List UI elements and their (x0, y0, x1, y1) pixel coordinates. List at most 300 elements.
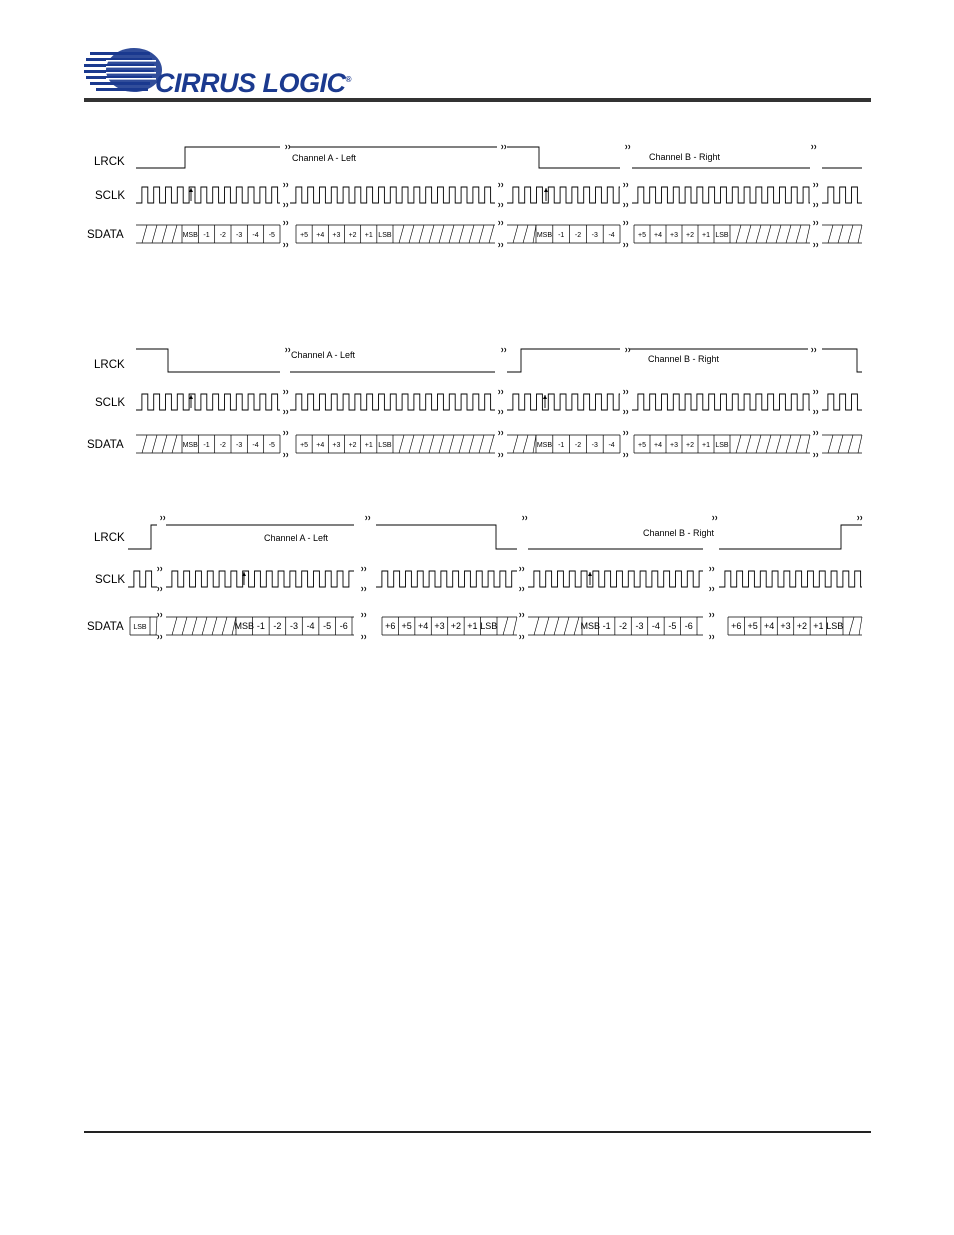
break-mark (289, 348, 290, 352)
bit-cell-label: -2 (619, 621, 628, 631)
break-mark (284, 431, 285, 435)
break-mark (499, 203, 500, 207)
hatch-line (192, 617, 197, 635)
bit-cell-label: +1 (702, 442, 710, 449)
break-mark (861, 516, 862, 520)
bit-cell-label: -1 (558, 232, 565, 239)
lrck-waveform (719, 525, 862, 549)
break-mark (817, 203, 818, 207)
break-mark (362, 567, 363, 571)
break-mark (505, 348, 506, 352)
break-mark (523, 516, 524, 520)
break-mark (817, 221, 818, 225)
bit-cell-label: +3 (332, 232, 341, 239)
bit-cell-label: -4 (608, 442, 615, 449)
bit-cell-label: -3 (236, 232, 243, 239)
sclk-waveform (290, 394, 495, 410)
channel-a-label: Channel A - Left (292, 153, 357, 163)
bit-cell-label: MSB (182, 232, 198, 239)
bit-cell-label: LSB (480, 621, 498, 631)
break-mark (287, 183, 288, 187)
hatch-line (858, 435, 862, 453)
break-mark (362, 635, 363, 639)
break-mark (362, 587, 363, 591)
sclk-waveform (128, 571, 157, 587)
break-mark (502, 431, 503, 435)
bit-cell-label: LSB (378, 442, 392, 449)
bit-cell-label: -4 (608, 232, 615, 239)
break-mark (502, 348, 503, 352)
hatch-line (202, 617, 207, 635)
break-mark (502, 203, 503, 207)
hatch-line (409, 225, 414, 243)
break-mark (523, 613, 524, 617)
hatch-line (449, 435, 454, 453)
bit-cell-label: -5 (323, 621, 332, 631)
break-mark (365, 567, 366, 571)
bit-cell-label: -3 (289, 621, 299, 631)
break-mark (286, 348, 287, 352)
break-mark (713, 635, 714, 639)
break-mark (284, 183, 285, 187)
sdata-label: SDATA (87, 621, 124, 633)
break-mark (624, 390, 625, 394)
bit-cell-label: +2 (686, 232, 694, 239)
break-mark (287, 390, 288, 394)
bit-cell-label: +5 (300, 442, 309, 449)
sclk-waveform (719, 571, 862, 587)
hatch-line (172, 225, 177, 243)
bit-cell-label: +5 (747, 621, 758, 631)
bit-cell-label: +3 (332, 442, 341, 449)
diagram-3 (87, 516, 862, 639)
break-mark (366, 516, 367, 520)
hatch-line (736, 435, 741, 453)
hatch-line (439, 435, 444, 453)
hatch-line (142, 435, 147, 453)
hatch-line (409, 435, 414, 453)
hatch-line (222, 617, 227, 635)
bit-cell-label: -5 (268, 232, 275, 239)
break-mark (499, 183, 500, 187)
break-mark (710, 587, 711, 591)
hatch-line (523, 435, 528, 453)
sclk-waveform (632, 187, 810, 203)
break-mark (287, 453, 288, 457)
break-mark (502, 390, 503, 394)
hatch-line (152, 225, 157, 243)
hatch-line (776, 435, 781, 453)
hatch-line (172, 435, 177, 453)
diagram-1 (87, 145, 862, 247)
hatch-line (156, 617, 157, 635)
break-mark (814, 243, 815, 247)
break-mark (287, 431, 288, 435)
hatch-line (806, 435, 810, 453)
hatch-line (828, 435, 833, 453)
break-mark (624, 453, 625, 457)
bit-cell-label: -1 (203, 232, 210, 239)
break-mark (812, 348, 813, 352)
sclk-waveform (632, 394, 810, 410)
break-mark (365, 587, 366, 591)
break-mark (817, 453, 818, 457)
break-mark (520, 587, 521, 591)
hatch-line (469, 225, 474, 243)
channel-a-label: Channel A - Left (291, 350, 356, 360)
lrck-waveform (136, 147, 280, 168)
bit-cell-label: +1 (364, 232, 373, 239)
break-mark (284, 221, 285, 225)
sclk-waveform (136, 187, 280, 203)
sclk-waveform (376, 571, 517, 587)
bit-cell-label: -6 (684, 621, 693, 631)
bit-cell-label: +1 (702, 232, 710, 239)
bit-cell-label: MSB (536, 442, 552, 449)
hatch-line (503, 617, 508, 635)
hatch-line (849, 617, 854, 635)
arrow-head (543, 395, 547, 399)
bit-cell-label: +6 (385, 621, 396, 631)
bit-cell-label: +1 (467, 621, 478, 631)
hatch-line (459, 435, 464, 453)
bit-cell-label: +6 (731, 621, 742, 631)
break-mark (520, 613, 521, 617)
break-mark (627, 431, 628, 435)
break-mark (626, 348, 627, 352)
break-mark (502, 410, 503, 414)
break-mark (499, 410, 500, 414)
hatch-line (554, 617, 559, 635)
break-mark (158, 613, 159, 617)
bit-cell-label: +5 (638, 442, 646, 449)
bit-cell-label: +2 (686, 442, 694, 449)
lrck-waveform (376, 525, 517, 549)
bit-cell-label: -3 (635, 621, 644, 631)
break-mark (817, 431, 818, 435)
break-mark (365, 613, 366, 617)
bit-cell-label: -2 (219, 442, 226, 449)
break-mark (161, 635, 162, 639)
hatch-line (838, 435, 843, 453)
break-mark (158, 567, 159, 571)
break-mark (814, 390, 815, 394)
bit-cell-label: +2 (450, 621, 462, 631)
arrow-head (544, 188, 548, 192)
break-mark (520, 567, 521, 571)
break-mark (502, 221, 503, 225)
bit-cell-label: +4 (316, 232, 325, 239)
bit-cell-label: +4 (417, 621, 429, 631)
break-mark (629, 348, 630, 352)
break-mark (858, 516, 859, 520)
hatch-line (796, 225, 801, 243)
break-mark (814, 453, 815, 457)
hatch-line (489, 435, 494, 453)
bit-cell-label: +5 (638, 232, 646, 239)
break-mark (627, 453, 628, 457)
brand-wordmark: CIRRUS LOGIC® (155, 68, 351, 98)
bit-cell-label: -1 (256, 621, 265, 631)
sclk-waveform (822, 187, 862, 203)
hatch-line (429, 225, 434, 243)
break-mark (523, 587, 524, 591)
break-mark (713, 567, 714, 571)
hatch-line (756, 435, 761, 453)
break-mark (523, 567, 524, 571)
break-mark (287, 221, 288, 225)
hatch-line (489, 225, 494, 243)
break-mark (502, 183, 503, 187)
bit-cell-label: +1 (364, 442, 373, 449)
break-mark (287, 203, 288, 207)
lrck-label: LRCK (94, 532, 125, 544)
break-mark (362, 613, 363, 617)
bit-cell-label: MSB (580, 621, 600, 631)
hatch-line (859, 617, 862, 635)
break-mark (710, 613, 711, 617)
break-mark (499, 390, 500, 394)
break-mark (284, 390, 285, 394)
break-mark (627, 410, 628, 414)
hatch-line (152, 435, 157, 453)
break-mark (499, 221, 500, 225)
hatch-line (172, 617, 177, 635)
break-mark (499, 453, 500, 457)
hatch-line (858, 225, 862, 243)
bit-cell-label: +1 (813, 621, 824, 631)
break-mark (624, 183, 625, 187)
break-mark (713, 587, 714, 591)
break-mark (161, 613, 162, 617)
break-mark (713, 516, 714, 520)
bit-cell-label: +2 (348, 442, 357, 449)
break-mark (624, 410, 625, 414)
hatch-line (533, 435, 536, 453)
lrck-waveform (822, 349, 862, 372)
hatch-line (449, 225, 454, 243)
break-mark (158, 635, 159, 639)
bit-cell-label: -6 (339, 621, 348, 631)
bit-cell-label: -4 (306, 621, 315, 631)
hatch-line (479, 225, 484, 243)
sclk-waveform (136, 394, 280, 410)
break-mark (284, 453, 285, 457)
break-mark (284, 203, 285, 207)
sclk-waveform (507, 394, 620, 410)
break-mark (365, 635, 366, 639)
hatch-line (429, 435, 434, 453)
break-mark (713, 613, 714, 617)
channel-a-label: Channel A - Left (264, 533, 329, 543)
bit-cell-label: +3 (670, 442, 678, 449)
break-mark (624, 431, 625, 435)
sclk-label: SCLK (95, 190, 126, 202)
bit-cell-label: MSB (234, 621, 255, 631)
hatch-line (469, 435, 474, 453)
bit-cell-label: +2 (796, 621, 808, 631)
bit-cell-label: LSB (133, 624, 147, 631)
break-mark (817, 243, 818, 247)
break-mark (815, 348, 816, 352)
hatch-line (564, 617, 569, 635)
break-mark (817, 390, 818, 394)
lrck-waveform (507, 349, 620, 372)
hatch-line (212, 617, 217, 635)
bit-cell-label: -1 (602, 621, 611, 631)
hatch-line (776, 225, 781, 243)
break-mark (369, 516, 370, 520)
hatch-line (513, 225, 518, 243)
lrck-waveform (136, 349, 280, 372)
lrck-label: LRCK (94, 359, 125, 371)
hatch-line (848, 225, 853, 243)
bit-cell-label: -5 (268, 442, 275, 449)
bit-cell-label: +5 (401, 621, 412, 631)
hatch-line (786, 435, 791, 453)
hatch-line (746, 435, 751, 453)
hatch-line (848, 435, 853, 453)
break-mark (624, 221, 625, 225)
hatch-line (142, 225, 147, 243)
break-mark (499, 431, 500, 435)
break-mark (502, 243, 503, 247)
lrck-label: LRCK (94, 156, 125, 168)
break-mark (499, 243, 500, 247)
hatch-line (806, 225, 810, 243)
hatch-line (828, 225, 833, 243)
hatch-line (574, 617, 579, 635)
bit-cell-label: +4 (654, 232, 662, 239)
break-mark (627, 203, 628, 207)
hatch-line (766, 225, 771, 243)
break-mark (817, 410, 818, 414)
sclk-label: SCLK (95, 397, 126, 409)
hatch-line (533, 225, 536, 243)
hatch-line (459, 225, 464, 243)
sclk-waveform (166, 571, 354, 587)
bit-cell-label: -2 (219, 232, 226, 239)
bit-cell-label: -3 (236, 442, 243, 449)
bit-cell-label: +4 (654, 442, 662, 449)
bit-cell-label: -2 (273, 621, 282, 631)
bit-cell-label: LSB (715, 232, 729, 239)
sclk-waveform (528, 571, 703, 587)
break-mark (716, 516, 717, 520)
channel-b-label: Channel B - Right (649, 152, 721, 162)
break-mark (286, 145, 287, 149)
break-mark (502, 453, 503, 457)
hatch-line (513, 435, 518, 453)
bit-cell-label: -2 (574, 232, 582, 239)
hatch-line (544, 617, 549, 635)
break-mark (505, 145, 506, 149)
bit-cell-label: -3 (591, 232, 598, 239)
hatch-line (399, 435, 404, 453)
bit-cell-label: +3 (434, 621, 445, 631)
break-mark (627, 243, 628, 247)
bit-cell-label: -4 (651, 621, 660, 631)
hatch-line (756, 225, 761, 243)
break-mark (814, 410, 815, 414)
hatch-line (419, 435, 424, 453)
bit-cell-label: -3 (591, 442, 598, 449)
arrow-head (189, 188, 193, 192)
hatch-line (766, 435, 771, 453)
hatch-line (162, 225, 167, 243)
break-mark (161, 587, 162, 591)
channel-b-label: Channel B - Right (648, 354, 720, 364)
hatch-line (162, 435, 167, 453)
break-mark (814, 431, 815, 435)
lrck-waveform (128, 525, 157, 549)
hatch-line (786, 225, 791, 243)
break-mark (161, 567, 162, 571)
break-mark (629, 145, 630, 149)
bit-cell-label: LSB (715, 442, 729, 449)
bit-cell-label: LSB (826, 621, 844, 631)
diagram-2 (87, 348, 862, 457)
break-mark (710, 567, 711, 571)
break-mark (289, 145, 290, 149)
break-mark (812, 145, 813, 149)
break-mark (523, 635, 524, 639)
bit-cell-label: +2 (348, 232, 357, 239)
bit-cell-label: -1 (203, 442, 210, 449)
break-mark (624, 243, 625, 247)
bit-cell-label: +4 (763, 621, 775, 631)
bit-cell-label: +3 (780, 621, 791, 631)
arrow-head (189, 395, 193, 399)
hatch-line (796, 435, 801, 453)
sclk-waveform (507, 187, 620, 203)
break-mark (161, 516, 162, 520)
break-mark (158, 587, 159, 591)
sclk-label: SCLK (95, 574, 126, 586)
break-mark (526, 516, 527, 520)
break-mark (710, 635, 711, 639)
hatch-line (736, 225, 741, 243)
break-mark (520, 635, 521, 639)
hatch-line (838, 225, 843, 243)
break-mark (502, 145, 503, 149)
bit-cell-label: -5 (668, 621, 677, 631)
hatch-line (534, 617, 539, 635)
hatch-line (419, 225, 424, 243)
channel-b-label: Channel B - Right (643, 528, 715, 538)
break-mark (814, 203, 815, 207)
hatch-line (746, 225, 751, 243)
hatch-line (513, 617, 517, 635)
sdata-label: SDATA (87, 229, 124, 241)
break-mark (814, 183, 815, 187)
break-mark (284, 410, 285, 414)
break-mark (814, 221, 815, 225)
break-mark (627, 183, 628, 187)
sclk-waveform (290, 187, 495, 203)
bit-cell-label: MSB (536, 232, 552, 239)
bit-cell-label: -4 (252, 442, 259, 449)
bit-cell-label: -4 (252, 232, 259, 239)
sclk-waveform (822, 394, 862, 410)
break-mark (284, 243, 285, 247)
break-mark (627, 390, 628, 394)
bit-cell-label: +4 (316, 442, 325, 449)
break-mark (817, 183, 818, 187)
hatch-line (182, 617, 187, 635)
bit-cell-label: LSB (378, 232, 392, 239)
bit-cell-label: +3 (670, 232, 678, 239)
